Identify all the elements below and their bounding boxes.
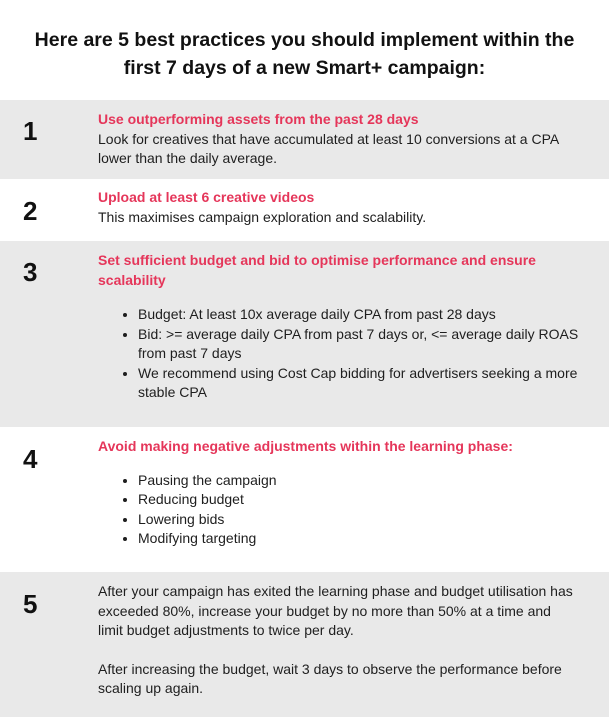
- practice-row-5: [0, 572, 609, 717]
- page-title-line-1: Here are 5 best practices you should implement within the: [34, 29, 575, 51]
- practice-body: Look for creatives that have accumulated at least 10 conversions at a CPA lower than the daily average.: [98, 130, 559, 166]
- practice-number: 2: [23, 196, 38, 226]
- list-item: • Reducing budget: [138, 490, 579, 510]
- practice-content: [98, 582, 579, 699]
- practice-row-3: [0, 241, 609, 427]
- practice-number: 4: [23, 444, 38, 474]
- practice-row-1: [0, 100, 609, 179]
- list-item: • Lowering bids: [138, 510, 579, 530]
- page-title-line-2: first 7 days of a new Smart+ campaign:: [123, 57, 486, 79]
- page-title: [0, 0, 609, 100]
- practice-heading: Upload at least 6 creative videos: [98, 189, 315, 205]
- practice-content: [98, 251, 579, 403]
- practice-content: [98, 110, 579, 169]
- list-item: • Bid: >= average daily CPA from past 7 days or, <= average daily ROAS from past 7 days: [138, 325, 579, 364]
- list-item: • We recommend using Cost Cap bidding for advertisers seeking a more stable CPA: [138, 364, 579, 403]
- practice-body: This maximises campaign exploration and scalability.: [98, 208, 427, 225]
- practice-row-2: [0, 179, 609, 241]
- list-item: • Pausing the campaign: [138, 471, 579, 491]
- list-item: • Modifying targeting: [138, 529, 579, 549]
- list-item: • Budget: At least 10x average daily CPA from past 28 days: [138, 305, 579, 325]
- practice-number: 3: [23, 257, 38, 287]
- practice-heading: Use outperforming assets from the past 28 days: [98, 111, 419, 127]
- practice-heading: Avoid making negative adjustments within the learning phase:: [98, 438, 513, 454]
- practice-content: [98, 188, 579, 227]
- practice-number: 5: [23, 589, 38, 619]
- practice-bullet-list: [98, 305, 579, 403]
- practice-number: 1: [23, 116, 38, 146]
- practice-heading: Set sufficient budget and bid to optimise performance and ensure scalability: [98, 252, 536, 288]
- practice-paragraph: After increasing the budget, wait 3 days to observe the performance before scaling up again.: [98, 660, 562, 696]
- practice-bullet-list: [98, 471, 579, 549]
- practice-content: [98, 437, 579, 549]
- practice-paragraph: After your campaign has exited the learning phase and budget utilisation has exceeded 80%, increase your budget by no more than 50% at a time and limit budget adjustments to twice per day.: [98, 583, 573, 638]
- practice-row-4: [0, 427, 609, 572]
